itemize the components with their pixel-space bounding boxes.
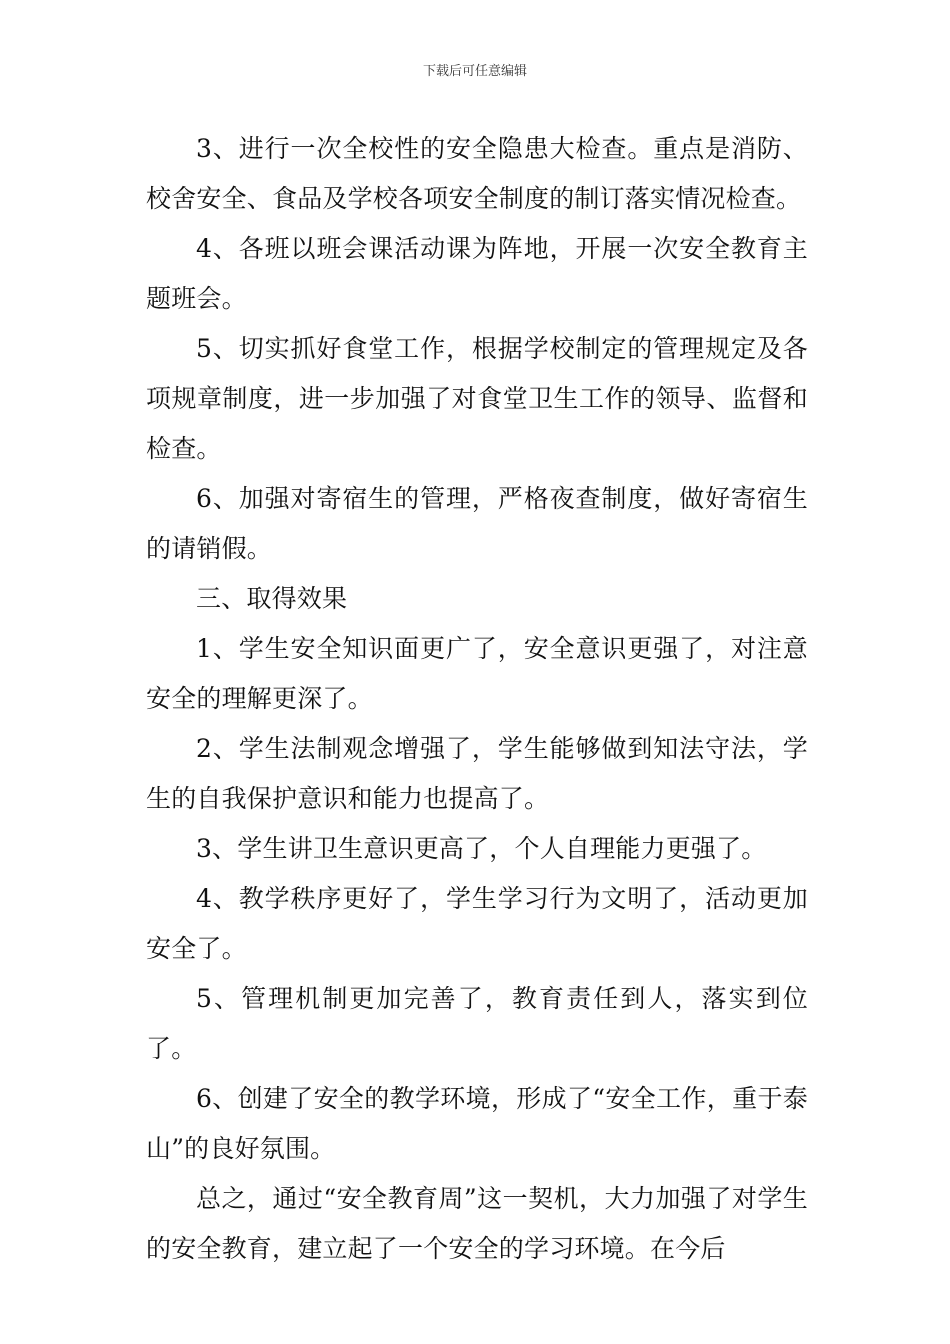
paragraph-result-6: 6、创建了安全的教学环境，形成了“安全工作，重于泰山”的良好氛围。	[146, 1084, 808, 1163]
paragraph-result-1: 1、学生安全知识面更广了，安全意识更强了，对注意安全的理解更深了。	[146, 634, 808, 713]
paragraph-result-4: 4、教学秩序更好了，学生学习行为文明了，活动更加安全了。	[146, 884, 808, 963]
paragraph-item-4-class-meeting: 4、各班以班会课活动课为阵地，开展一次安全教育主题班会。	[146, 234, 808, 313]
section-heading-results: 三、取得效果	[196, 584, 348, 613]
page-header-note: 下载后可任意编辑	[422, 64, 527, 79]
paragraph-summary: 总之，通过“安全教育周”这一契机，大力加强了对学生的安全教育，建立起了一个安全的学习环境。在今后	[146, 1184, 808, 1263]
paragraph-item-5-canteen: 5、切实抓好食堂工作，根据学校制定的管理规定及各项规章制度，进一步加强了对食堂卫生工作的领导、监督和检查。	[146, 334, 808, 463]
paragraph-item-3-inspection: 3、进行一次全校性的安全隐患大检查。重点是消防、校舍安全、食品及学校各项安全制度的制订落实情况检查。	[146, 134, 808, 213]
paragraph-result-3: 3、学生讲卫生意识更高了，个人自理能力更强了。	[196, 834, 767, 863]
paragraph-result-5: 5、管理机制更加完善了，教育责任到人，落实到位了。	[146, 984, 808, 1063]
paragraph-result-2: 2、学生法制观念增强了，学生能够做到知法守法，学生的自我保护意识和能力也提高了。	[146, 734, 808, 813]
document-body	[146, 124, 808, 1274]
paragraph-item-6-boarders: 6、加强对寄宿生的管理，严格夜查制度，做好寄宿生的请销假。	[146, 484, 808, 563]
